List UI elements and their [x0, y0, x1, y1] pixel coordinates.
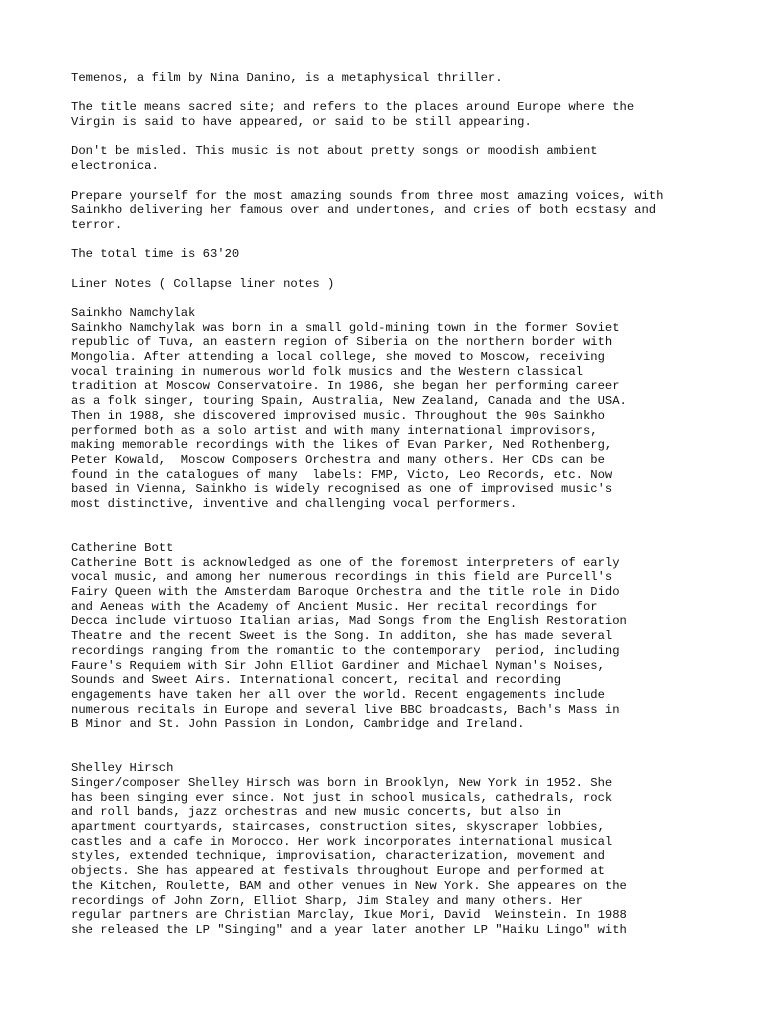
bio-section	[71, 541, 751, 732]
text-line: found in the catalogues of many labels: FMP, Victo, Leo Records, etc. Now	[71, 467, 613, 482]
text-line: Peter Kowald, Moscow Composers Orchestra and many others. Her CDs can be	[71, 452, 605, 467]
intro-paragraph	[71, 100, 751, 129]
text-line: recordings ranging from the romantic to the contemporary period, including	[71, 643, 620, 658]
text-line: castles and a cafe in Morocco. Her work incorporates international musical	[71, 834, 613, 849]
text-line: Singer/composer Shelley Hirsch was born in Brooklyn, New York in 1952. She	[71, 776, 613, 791]
text-line: based in Vienna, Sainkho is widely recognised as one of improvised music's	[71, 482, 613, 497]
text-line: Mongolia. After attending a local college, she moved to Moscow, receiving	[71, 350, 605, 365]
text-line: as a folk singer, touring Spain, Australia, New Zealand, Canada and the USA.	[71, 394, 627, 409]
text-line: electronica.	[71, 159, 159, 174]
text-line: vocal music, and among her numerous recordings in this field are Purcell's	[71, 570, 613, 585]
text-line: has been singing ever since. Not just in school musicals, cathedrals, rock	[71, 790, 613, 805]
text-line: making memorable recordings with the likes of Evan Parker, Ned Rothenberg,	[71, 438, 613, 453]
text-line: Theatre and the recent Sweet is the Song. In additon, she has made several	[71, 629, 613, 644]
bio-section	[71, 761, 751, 937]
bio-name: Sainkho Namchylak	[71, 306, 196, 320]
text-line: she released the LP "Singing" and a year later another LP "Haiku Lingo" with	[71, 922, 627, 937]
liner-notes-heading	[71, 277, 751, 292]
text-line: vocal training in numerous world folk musics and the Western classical	[71, 364, 583, 379]
total-time	[71, 247, 751, 262]
text-line: the Kitchen, Roulette, BAM and other venues in New York. She appeares on the	[71, 878, 627, 893]
bio-name: Catherine Bott	[71, 541, 174, 556]
text-line: B Minor and St. John Passion in London, Cambridge and Ireland.	[71, 717, 525, 732]
bio-name: Shelley Hirsch	[71, 761, 174, 776]
text-line: engagements have taken her all over the world. Recent engagements include	[71, 687, 605, 702]
text-line: performed both as a solo artist and with many international improvisors,	[71, 423, 598, 438]
text-line: terror.	[71, 217, 123, 232]
text-line: and roll bands, jazz orchestras and new music concerts, but also in	[71, 805, 562, 820]
bio-section	[71, 306, 751, 512]
text-line: styles, extended technique, improvisation, characterization, movement and	[71, 849, 605, 864]
text-line: objects. She has appeared at festivals throughout Europe and performed at	[71, 864, 605, 879]
intro-paragraph	[71, 144, 751, 173]
text-line: Prepare yourself for the most amazing sounds from three most amazing voices, with	[71, 188, 664, 203]
document-page	[71, 71, 751, 938]
text-line: regular partners are Christian Marclay, Ikue Mori, David Weinstein. In 1988	[71, 908, 627, 923]
text-line: apartment courtyards, staircases, construction sites, skyscraper lobbies,	[71, 820, 605, 835]
text-line: Sainkho delivering her famous over and undertones, and cries of both ecstasy and	[71, 203, 657, 218]
text-line: Sainkho Namchylak was born in a small gold-mining town in the former Soviet	[71, 320, 620, 335]
text-line: numerous recitals in Europe and several live BBC broadcasts, Bach's Mass in	[71, 702, 620, 717]
text-line: Then in 1988, she discovered improvised music. Throughout the 90s Sainkho	[71, 408, 605, 423]
text-line: Temenos, a film by Nina Danino, is a metaphysical thriller.	[71, 71, 503, 85]
text-line: and Aeneas with the Academy of Ancient Music. Her recital recordings for	[71, 599, 598, 614]
text-line: The total time is 63'20	[71, 247, 240, 262]
text-line: most distinctive, inventive and challenging vocal performers.	[71, 496, 518, 511]
intro-paragraph	[71, 71, 751, 86]
text-line: Faure's Requiem with Sir John Elliot Gardiner and Michael Nyman's Noises,	[71, 658, 605, 673]
text-line: The title means sacred site; and refers to the places around Europe where the	[71, 100, 635, 115]
text-line: Sounds and Sweet Airs. International concert, recital and recording	[71, 673, 562, 688]
text-line: Fairy Queen with the Amsterdam Baroque Orchestra and the title role in Dido	[71, 585, 620, 600]
text-line: republic of Tuva, an eastern region of Siberia on the northern border with	[71, 335, 613, 350]
text-line: Catherine Bott is acknowledged as one of the foremost interpreters of early	[71, 555, 620, 570]
text-line: recordings of John Zorn, Elliot Sharp, Jim Staley and many others. Her	[71, 893, 583, 908]
text-line: tradition at Moscow Conservatoire. In 1986, she began her performing career	[71, 379, 620, 394]
intro-paragraph	[71, 189, 751, 233]
text-line: Virgin is said to have appeared, or said to be still appearing.	[71, 115, 532, 130]
text-line: Liner Notes ( Collapse liner notes )	[71, 276, 335, 291]
text-line: Decca include virtuoso Italian arias, Mad Songs from the English Restoration	[71, 614, 627, 629]
text-line: Don't be misled. This music is not about pretty songs or moodish ambient	[71, 144, 598, 159]
